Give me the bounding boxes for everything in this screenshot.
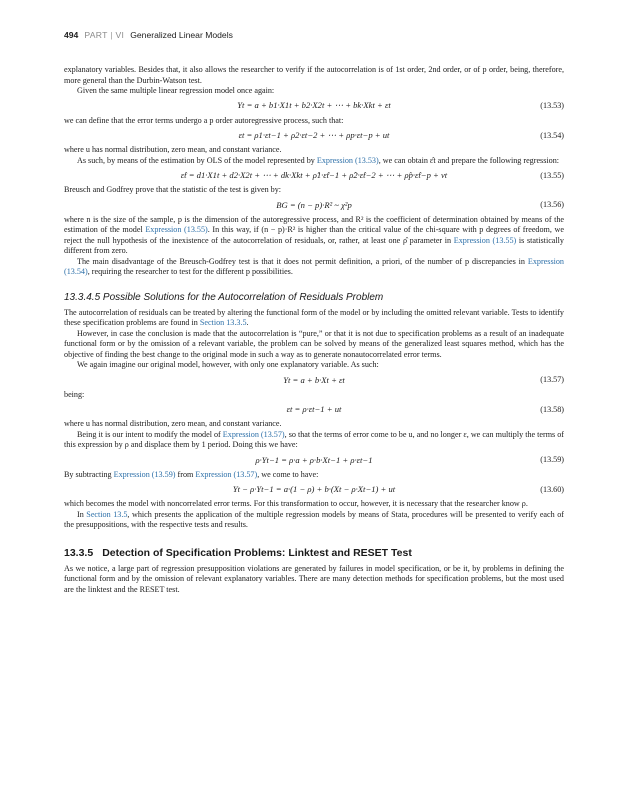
text-run: is statistically different from zero. (64, 235, 564, 255)
paragraph: we can define that the error terms undergo a p order autoregressive process, such that: (64, 115, 344, 125)
equation-13-54 (64, 128, 564, 142)
paragraph: As we notice, a large part of regression presupposition violations are generated by failures in model specification, or be it, by problems in defining the functional form and by the omission of relevant explanatory variables. There are many detection methods for specification problems, but the most used are the linktest and the RESET test. (64, 563, 564, 594)
text-run: where n is the size of the sample, p is the dimension of the autoregressive process, and R² is the coefficient of determination obtained by means of the estimation of the model (64, 214, 564, 234)
text-run: By subtracting (64, 469, 114, 479)
equation-expression: ε̂t = d1·X1t + d2·X2t + ⋯ + dk·Xkt + ρ̂1·ε̂t−1 + ρ̂2·ε̂t−2 + ⋯ + ρ̂p·ε̂t−p + νt (180, 169, 448, 180)
equation-13-58 (64, 402, 564, 416)
chapter-title: Generalized Linear Models (130, 30, 233, 40)
expression-link[interactable]: Expression (13.57) (195, 469, 258, 479)
equation-expression: εt = ρ·εt−1 + ut (286, 404, 342, 414)
text-run: The autocorrelation of residuals can be treated by altering the functional form of the model or by including the omitted relevant variable. Tests to identify these specification problems are found in (64, 307, 564, 327)
paragraph: which becomes the model with noncorrelated error terms. For this transformation to occur, however, it is necessary that the researcher know ρ. (64, 499, 528, 508)
section-link[interactable]: Section 13.5 (86, 509, 128, 519)
equation-expression: BG = (n − p)·R² ~ χ²p (276, 199, 352, 210)
paragraph: However, in case the conclusion is made that the autocorrelation is “pure,” or that it is not due to specification problems as a result of an inadequate functional form or by the omission of a relevant variable, the problem can be solved by means of the generalized least squares method, which has the objective of finding the best change to the original mode in such a way as to generate nonautocorrelated error terms. (64, 328, 564, 359)
text-run: from (175, 469, 196, 479)
equation-number: (13.56) (540, 200, 564, 209)
text-run: Being it is our intent to modify the model of (77, 429, 223, 439)
equation-13-55 (64, 168, 564, 182)
paragraph (64, 308, 564, 329)
equation-number: (13.58) (540, 404, 564, 414)
equation-number: (13.54) (540, 130, 564, 140)
equation-expression: εt = ρ1·εt−1 + ρ2·εt−2 + ⋯ + ρp·εt−p + ut (238, 129, 390, 140)
text-run: , we can obtain ε̂t and prepare the following regression: (378, 155, 560, 165)
text-run: In (77, 509, 87, 519)
header-separator: | (110, 30, 113, 40)
equation-13-57 (64, 373, 564, 387)
section-title: Detection of Specification Problems: Linktest and RESET Test (102, 546, 412, 559)
paragraph (64, 510, 564, 531)
equation-expression: Yt = a + b1·X1t + b2·X2t + ⋯ + bk·Xkt + εt (237, 100, 391, 110)
paragraph: Given the same multiple linear regression model once again: (77, 86, 275, 95)
expression-link[interactable]: Expression (13.55) (145, 225, 208, 234)
text-run: , requiring the researcher to test for the different p possibilities. (87, 267, 293, 276)
expression-link[interactable]: Expression (13.54) (64, 256, 564, 276)
paragraph: being: (64, 389, 85, 399)
equation-number: (13.57) (540, 375, 564, 384)
text-run: . (246, 318, 249, 327)
paragraph (64, 470, 564, 481)
equation-expression: Yt − ρ·Yt−1 = a·(1 − ρ) + b·(Xt − ρ·Xt−1) + ut (232, 484, 396, 494)
equation-13-59 (64, 453, 564, 467)
paragraph: where u has normal distribution, zero mean, and constant variance. (64, 419, 282, 428)
equation-number: (13.59) (540, 455, 564, 464)
equation-13-53 (64, 99, 564, 113)
page (64, 30, 564, 595)
running-header (64, 30, 564, 44)
paragraph: explanatory variables. Besides that, it also allows the researcher to verify if the autocorrelation is of 1st order, 2nd order, or of p order, being, therefore, more general than the Durbin-Watson test. (64, 65, 564, 85)
body-text (64, 65, 564, 595)
section-heading (64, 547, 564, 559)
paragraph (64, 257, 564, 278)
text-run: , which presents the application of the multiple regression models by means of Stata, procedures will be presented to verify each of the presuppositions, with the respective tests and results. (64, 509, 564, 529)
section-link[interactable]: Section 13.3.5 (199, 318, 247, 327)
paragraph: We again imagine our original model, however, with only one explanatory variable. As such: (77, 360, 379, 369)
equation-13-60 (64, 482, 564, 496)
equation-expression: ρ·Yt−1 = ρ·a + ρ·b·Xt−1 + ρ·εt−1 (255, 454, 373, 465)
text-run: As such, by means of the estimation by OLS of the model represented by (77, 155, 317, 165)
equation-number: (13.55) (540, 170, 564, 180)
expression-link[interactable]: Expression (13.59) (113, 469, 176, 479)
paragraph: Breusch and Godfrey prove that the statistic of the test is given by: (64, 185, 282, 194)
expression-link[interactable]: Expression (13.53) (316, 155, 379, 165)
text-run: , so that the terms of error come to be u, and no longer ε, we can multiply the terms of this expression by ρ and displace them by 1 period. Doing this we have: (64, 429, 565, 449)
part-number: VI (115, 30, 125, 40)
part-word: PART (84, 30, 108, 40)
paragraph (64, 430, 564, 451)
equation-expression: Yt = a + b·Xt + εt (283, 374, 345, 385)
section-number: 13.3.5 (64, 546, 94, 559)
text-run: . In this way, if (n − p)·R² is higher than the critical value of the chi-square with p degrees of freedom, we reject the null hypothesis of the inexistence of the autocorrelation of residuals, or, rather, at least one ρ̂ parameter in (64, 225, 564, 245)
paragraph: where u has normal distribution, zero mean, and constant variance. (64, 145, 282, 154)
text-run: , we come to have: (257, 469, 319, 479)
paragraph (64, 156, 564, 167)
part-label (84, 30, 124, 40)
expression-link[interactable]: Expression (13.57) (222, 429, 285, 439)
equation-number: (13.60) (540, 484, 564, 494)
paragraph (64, 215, 564, 257)
text-run: The main disadvantage of the Breusch-Godfrey test is that it does not permit definition, a priori, of the number of p discrepancies in (77, 256, 528, 266)
subsection-heading: 13.3.4.5 Possible Solutions for the Autocorrelation of Residuals Problem (64, 291, 384, 303)
equation-13-56 (64, 198, 564, 212)
equation-number: (13.53) (540, 101, 564, 110)
expression-link[interactable]: Expression (13.55) (453, 235, 517, 245)
page-number: 494 (64, 30, 79, 40)
